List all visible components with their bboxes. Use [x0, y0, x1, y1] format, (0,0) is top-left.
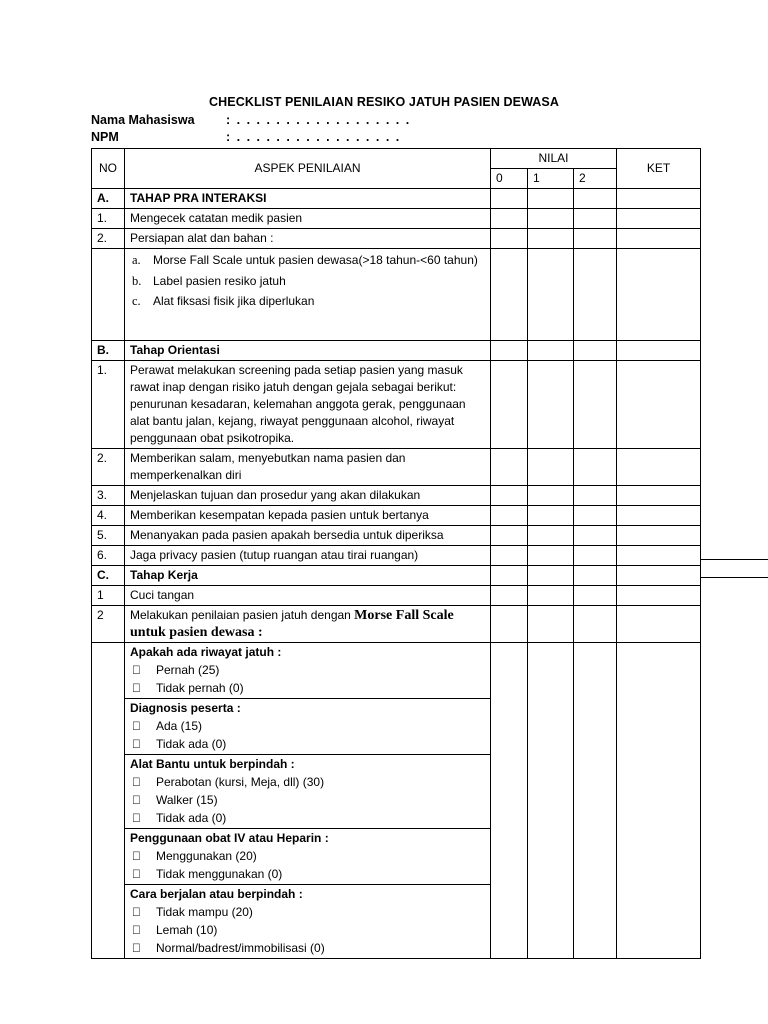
score-cell[interactable] — [491, 449, 528, 486]
option-row[interactable]: Tidak mampu (20) — [130, 903, 485, 921]
ket-cell[interactable] — [617, 341, 701, 361]
row-text: Menjelaskan tujuan dan prosedur yang akan dilakukan — [125, 486, 491, 506]
checkbox-icon[interactable] — [130, 847, 156, 865]
score-cell[interactable] — [574, 361, 617, 449]
ket-cell[interactable] — [617, 643, 701, 959]
section-a-row — [92, 189, 701, 209]
score-cell[interactable] — [528, 229, 574, 249]
score-cell[interactable] — [491, 546, 528, 566]
ket-cell[interactable] — [617, 606, 701, 643]
row-text: Memberikan salam, menyebutkan nama pasien dan memperkenalkan diri — [125, 449, 491, 486]
option-row[interactable]: Tidak menggunakan (0) — [130, 865, 485, 883]
row-text-lead: Melakukan penilaian pasien jatuh dengan — [130, 608, 355, 622]
score-cell[interactable] — [491, 506, 528, 526]
list-item: a. Morse Fall Scale untuk pasien dewasa(>18 tahun-<60 tahun) — [132, 253, 478, 267]
row-text: Perawat melakukan screening pada setiap pasien yang masuk rawat inap dengan risiko jatuh dengan gejala sebagai berikut: penurunan kesadaran, kelemahan anggota gerak, penggunaan alat bantu jalan, kejang, riwayat penggunaan alcohol, riwayat penggunaan obat psikotropika. — [125, 361, 491, 449]
row-no: 5. — [92, 526, 125, 546]
page-title: CHECKLIST PENILAIAN RESIKO JATUH PASIEN DEWASA — [209, 95, 559, 109]
checkbox-icon[interactable] — [130, 791, 156, 809]
table-row — [92, 486, 701, 506]
header-score-0: 0 — [491, 169, 528, 189]
table-border-overflow — [700, 559, 768, 560]
score-cell[interactable] — [574, 486, 617, 506]
checkbox-icon[interactable] — [130, 735, 156, 753]
row-no: 2 — [92, 606, 125, 643]
score-cell[interactable] — [574, 643, 617, 959]
npm-label: NPM — [91, 130, 119, 144]
checkbox-icon[interactable] — [130, 661, 156, 679]
option-row[interactable]: Normal/badrest/immobilisasi (0) — [130, 939, 485, 957]
score-cell[interactable] — [574, 506, 617, 526]
group-heading: Apakah ada riwayat jatuh : — [130, 645, 282, 659]
score-cell[interactable] — [528, 209, 574, 229]
table-row — [92, 249, 701, 341]
ket-cell[interactable] — [617, 209, 701, 229]
score-cell[interactable] — [491, 586, 528, 606]
score-cell[interactable] — [528, 526, 574, 546]
ket-cell[interactable] — [617, 189, 701, 209]
list-item: b. Label pasien resiko jatuh — [132, 273, 286, 288]
npm-field[interactable]: : . . . . . . . . . . . . . . . . . — [226, 130, 401, 144]
header-aspek: ASPEK PENILAIAN — [125, 149, 491, 189]
score-cell[interactable] — [528, 341, 574, 361]
table-border-overflow — [700, 577, 768, 578]
section-c-row — [92, 566, 701, 586]
ket-cell[interactable] — [617, 526, 701, 546]
section-b-title: Tahap Orientasi — [125, 341, 491, 361]
option-row[interactable]: Menggunakan (20) — [130, 847, 485, 865]
row-no: 3. — [92, 486, 125, 506]
score-cell[interactable] — [528, 506, 574, 526]
score-cell[interactable] — [574, 209, 617, 229]
section-b-row — [92, 341, 701, 361]
group-heading: Cara berjalan atau berpindah : — [130, 887, 303, 901]
section-c-no: C. — [92, 566, 125, 586]
ket-cell[interactable] — [617, 506, 701, 526]
score-cell[interactable] — [574, 606, 617, 643]
score-cell[interactable] — [491, 249, 528, 341]
option-row[interactable]: Ada (15) — [130, 717, 485, 735]
option-row[interactable]: Lemah (10) — [130, 921, 485, 939]
score-cell[interactable] — [528, 361, 574, 449]
score-cell[interactable] — [574, 229, 617, 249]
table-row — [92, 209, 701, 229]
section-c-title: Tahap Kerja — [125, 566, 491, 586]
section-a-no: A. — [92, 189, 125, 209]
score-cell[interactable] — [491, 189, 528, 209]
score-cell[interactable] — [528, 606, 574, 643]
row-text: Persiapan alat dan bahan : — [125, 229, 491, 249]
score-cell[interactable] — [528, 566, 574, 586]
score-cell[interactable] — [528, 586, 574, 606]
header-score-2: 2 — [574, 169, 617, 189]
student-name-label: Nama Mahasiswa — [91, 113, 195, 127]
score-cell[interactable] — [574, 546, 617, 566]
row-text — [125, 606, 491, 643]
table-row — [92, 606, 701, 643]
score-cell[interactable] — [491, 566, 528, 586]
option-row[interactable]: Perabotan (kursi, Meja, dll) (30) — [130, 773, 485, 791]
morse-group-diagnosis — [125, 699, 491, 755]
header-no: NO — [92, 149, 125, 189]
table-row — [92, 506, 701, 526]
group-heading: Penggunaan obat IV atau Heparin : — [130, 831, 329, 845]
group-heading: Diagnosis peserta : — [130, 701, 241, 715]
option-row[interactable]: Tidak ada (0) — [130, 809, 485, 827]
option-row[interactable]: Walker (15) — [130, 791, 485, 809]
ket-cell[interactable] — [617, 229, 701, 249]
ket-cell[interactable] — [617, 546, 701, 566]
checkbox-icon[interactable] — [130, 921, 156, 939]
score-cell[interactable] — [574, 189, 617, 209]
checkbox-icon[interactable] — [130, 809, 156, 827]
student-name-field[interactable]: : . . . . . . . . . . . . . . . . . . — [226, 113, 411, 127]
ket-cell[interactable] — [617, 361, 701, 449]
ket-cell[interactable] — [617, 249, 701, 341]
table-row — [92, 361, 701, 449]
ket-cell[interactable] — [617, 449, 701, 486]
score-cell[interactable] — [491, 209, 528, 229]
score-cell[interactable] — [528, 546, 574, 566]
equipment-list — [125, 249, 491, 341]
score-cell[interactable] — [528, 449, 574, 486]
list-item: c. Alat fiksasi fisik jika diperlukan — [132, 294, 315, 308]
ket-cell[interactable] — [617, 486, 701, 506]
score-cell[interactable] — [574, 566, 617, 586]
table-row — [92, 546, 701, 566]
student-name-row — [91, 113, 411, 127]
score-cell[interactable] — [491, 526, 528, 546]
row-no: 4. — [92, 506, 125, 526]
row-text: Mengecek catatan medik pasien — [125, 209, 491, 229]
checklist-table — [91, 148, 701, 959]
table-row — [92, 526, 701, 546]
score-cell[interactable] — [491, 341, 528, 361]
morse-fall-scale-label: Morse Fall Scale untuk pasien dewasa : — [130, 608, 454, 640]
header-ket: KET — [617, 149, 701, 189]
table-row — [92, 229, 701, 249]
checkbox-icon[interactable] — [130, 773, 156, 791]
row-no: 1 — [92, 586, 125, 606]
score-cell[interactable] — [574, 249, 617, 341]
morse-group-iv-heparin — [125, 829, 491, 885]
row-text: Memberikan kesempatan kepada pasien untuk bertanya — [125, 506, 491, 526]
score-cell[interactable] — [491, 643, 528, 959]
score-cell[interactable] — [528, 486, 574, 506]
score-cell[interactable] — [491, 606, 528, 643]
checkbox-icon[interactable] — [130, 679, 156, 697]
checkbox-icon[interactable] — [130, 939, 156, 957]
row-no: 6. — [92, 546, 125, 566]
row-text: Cuci tangan — [125, 586, 491, 606]
ket-cell[interactable] — [617, 566, 701, 586]
checkbox-icon[interactable] — [130, 865, 156, 883]
group-heading: Alat Bantu untuk berpindah : — [130, 757, 295, 771]
option-row[interactable]: Tidak ada (0) — [130, 735, 485, 753]
morse-group-gait — [125, 885, 491, 959]
score-cell[interactable] — [574, 526, 617, 546]
row-no: 2. — [92, 449, 125, 486]
row-text: Jaga privacy pasien (tutup ruangan atau tirai ruangan) — [125, 546, 491, 566]
checkbox-icon[interactable] — [130, 903, 156, 921]
score-cell[interactable] — [528, 643, 574, 959]
score-cell[interactable] — [574, 449, 617, 486]
score-cell[interactable] — [528, 249, 574, 341]
row-no: 1. — [92, 209, 125, 229]
ket-cell[interactable] — [617, 586, 701, 606]
section-b-no: B. — [92, 341, 125, 361]
row-text: Menanyakan pada pasien apakah bersedia untuk diperiksa — [125, 526, 491, 546]
morse-group-ambulatory-aid — [125, 755, 491, 829]
row-no: 2. — [92, 229, 125, 249]
table-row — [92, 449, 701, 486]
npm-row — [91, 130, 401, 144]
morse-group-history — [125, 643, 491, 699]
option-row[interactable]: Pernah (25) — [130, 661, 485, 679]
score-cell[interactable] — [574, 586, 617, 606]
section-a-title: TAHAP PRA INTERAKSI — [125, 189, 491, 209]
option-row[interactable]: Tidak pernah (0) — [130, 679, 485, 697]
score-cell[interactable] — [491, 486, 528, 506]
morse-group — [92, 643, 701, 699]
score-cell[interactable] — [574, 341, 617, 361]
header-nilai: NILAI — [491, 149, 617, 169]
score-cell[interactable] — [491, 229, 528, 249]
score-cell[interactable] — [491, 361, 528, 449]
checkbox-icon[interactable] — [130, 717, 156, 735]
header-score-1: 1 — [528, 169, 574, 189]
table-row — [92, 586, 701, 606]
score-cell[interactable] — [528, 189, 574, 209]
row-no: 1. — [92, 361, 125, 449]
